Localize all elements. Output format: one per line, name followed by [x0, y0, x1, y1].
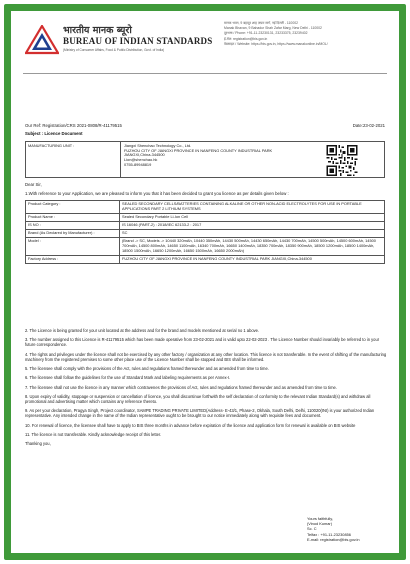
clause-8: 8. Upon expiry of validity, stoppage or suspension or cancellation of licence, you shall discontinue forthwith the self declaration of conformity to the relevant Indian Standard(s) and withdraw all promotional and advertising matter which contains any reference thereto. — [25, 393, 371, 404]
row-label: IS NO : — [26, 221, 120, 229]
salutation: Dear Sir, — [25, 182, 42, 187]
table-row — [26, 221, 385, 229]
clause-3: 3. The number assigned to this Licence is R-41179515 which has been made operative from 23-02-2021 and is valid upto 22-02-2023 . The Licence Number should invariably be referred to in your future correspondence. — [25, 337, 380, 348]
row-value: Sealed Secondary Portable Li-Ion Cell — [120, 213, 385, 221]
row-value: SC — [120, 229, 385, 237]
row-label: Model : — [26, 238, 120, 255]
address-line: मानक भवन, 9 बहादुर शाह ज़फ़र मार्ग, नई दिल्ली - 110002 — [224, 21, 298, 25]
signatory-name: (Vinod Kumar) — [307, 521, 333, 527]
address-line: वेबसाइट / Website: https://bis.gov.in, https://www.manakonline.in/MOL/ — [224, 41, 328, 46]
row-label: Product Name : — [26, 213, 120, 221]
org-hindi-title: भारतीय मानक ब्यूरो — [63, 25, 132, 36]
qr-code-icon — [326, 145, 358, 176]
manufacturing-unit-box — [25, 141, 385, 178]
table-row — [26, 213, 385, 221]
table-row — [26, 201, 385, 214]
org-address-block — [224, 21, 392, 47]
clause-6: 6. The licensee shall follow the guidelines for the use of Standard Mark and labeling requirements as per Annex-I. — [25, 375, 231, 381]
row-value: IS 16046 (PART-2) : 2018/IEC 62133-2 : 2017 — [120, 221, 385, 229]
table-row — [26, 229, 385, 237]
manufacturer-region: JIANGXI,China-344500 — [124, 152, 165, 158]
clause-11: 11. The licence is not transferable. Kindly acknowledge receipt of this letter. — [25, 431, 162, 437]
address-line: Manak Bhavan, 9 Bahadur Shah Zafar Marg, New Delhi - 110002 — [224, 26, 322, 31]
intro-paragraph: 1.With reference to your Application, we are pleased to inform you that it has been decided to grant you licence as per details given below : — [25, 191, 289, 196]
signatory-telfax: Telfax : +91-11-23230856 — [307, 531, 351, 537]
product-details-table — [25, 200, 385, 264]
signatory-designation: Sc. C — [307, 526, 317, 532]
manufacturing-unit-details — [124, 144, 314, 168]
closing-thanks: Thanking you, — [25, 441, 51, 447]
address-line: दूरभाष / Phone: +91-11-23230131, 23233375, 23239402 — [224, 31, 308, 36]
reference-number: Our Ref: Registration/CRS 2021-0808/R-41179515 — [25, 123, 122, 128]
row-value: (Brand -> SC, Models -> 10440 320mAh, 10440 350mAh, 14430 500mAh, 14430 650mAh, 14430 700mAh, 14500 500mAh, 14500 600mAh, 14500 700mAh, 14500 800mAh, 14650 1100mAh, 16340 700mAh, 16650 1400mAh, 18350 700mAh, 18350 900mAh, 18500 1200mAh, 18500 1400mAh, 18500 1500mAh, 16650 1200mAh, 16650 1500mAh, 16650 2000mAh) — [120, 238, 385, 255]
row-label: Factory Address : — [26, 255, 120, 263]
licence-clauses — [25, 328, 387, 446]
signature-line: Yours faithfully, — [307, 516, 333, 521]
manufacturer-email: Lion@shenchao.hk — [124, 157, 158, 163]
address-line: ई-मेल: registration@bis.gov.in — [224, 36, 268, 41]
table-row — [26, 255, 385, 263]
manufacturer-address: FUZHOU CITY OF JIANGXI PROVINCE IN NANFENG COUNTY INDUSTRIAL PARK — [124, 147, 273, 153]
org-title: BUREAU OF INDIAN STANDARDS — [63, 36, 213, 46]
signatory-email: E-mail: registration@bis.gov.in — [307, 536, 360, 542]
row-value: FUZHOU CITY OF JIANGXI PROVINCE IN NANFENG COUNTY INDUSTRIAL PARK JIANGXI,China-344500 — [120, 255, 385, 263]
manufacturer-phone: 0755-89948819 — [124, 161, 152, 167]
clause-4: 4. The rights and privileges under the licence shall not be exercised by any other factory / organization at any other location. This licence is not transferable. In the event of shifting of the manufacturing machinery from the registered premises to some other place use of the Licence Number shall be stopped and BIS shall be informed. — [25, 351, 387, 362]
clause-9: 9. As per your declaration, Pragya Singh, Project coordinator, SAMPE TRADING PRIVATE LIMITED(Address- E-43/1, Phase-2, Okhala, South Delhi, Delhi, 110020(INI) is your authorized Indian representative. Any intended change in the name of the Indian representative ought to be brought to our notice immediately along with requisite fees and document. — [25, 408, 375, 419]
clause-10: 10. For renewal of licence, the licensee shall have to apply to BIS three months in advance before expiration of the licence and application form for renewal is available on BIS website — [25, 422, 356, 428]
signature-block — [307, 516, 360, 542]
licence-document — [11, 11, 399, 553]
clause-7: 7. The licensee shall not use the licence in any manner which contravenes the provisions of Act, rules and regulations framed thereunder and as amended from time to time. — [25, 384, 337, 390]
manufacturer-name: Jiangxi Shenchao Technology Co., Ltd. — [124, 143, 192, 148]
org-subtitle: (Ministry of Consumer Affairs, Food & Public Distribution, Govt. of India) — [63, 48, 165, 52]
subject-line: Subject : Licence Document — [25, 131, 83, 136]
clause-2: 2. The Licence is being granted for your unit located at the address and for the brand and models mentioned at serial no 1 above. — [25, 328, 260, 333]
row-label: Product Category : — [26, 201, 120, 214]
table-row — [26, 238, 385, 255]
row-label: Brand (As Declared by Manufacturer) : — [26, 229, 120, 237]
manufacturing-unit-label: MANUFACTURING UNIT : — [28, 143, 75, 148]
box-divider — [120, 142, 121, 177]
letter-date: Date:23-02-2021 — [352, 123, 385, 128]
bis-logo-icon — [25, 25, 59, 55]
row-value: SEALED SECONDARY CELLS/BATTERIES CONTAINING ALKALINE OR OTHER NON-ACID ELECTROLYTES FOR USE IN PORTABLE APPLICATIONS PART 2 LITHIUM SYSTEMS — [120, 201, 385, 214]
clause-5: 5. The licensee shall comply with the provisions of the Act, rules and regulations framed thereunder and as amended from time to time. — [25, 366, 269, 372]
header-divider — [23, 73, 387, 74]
